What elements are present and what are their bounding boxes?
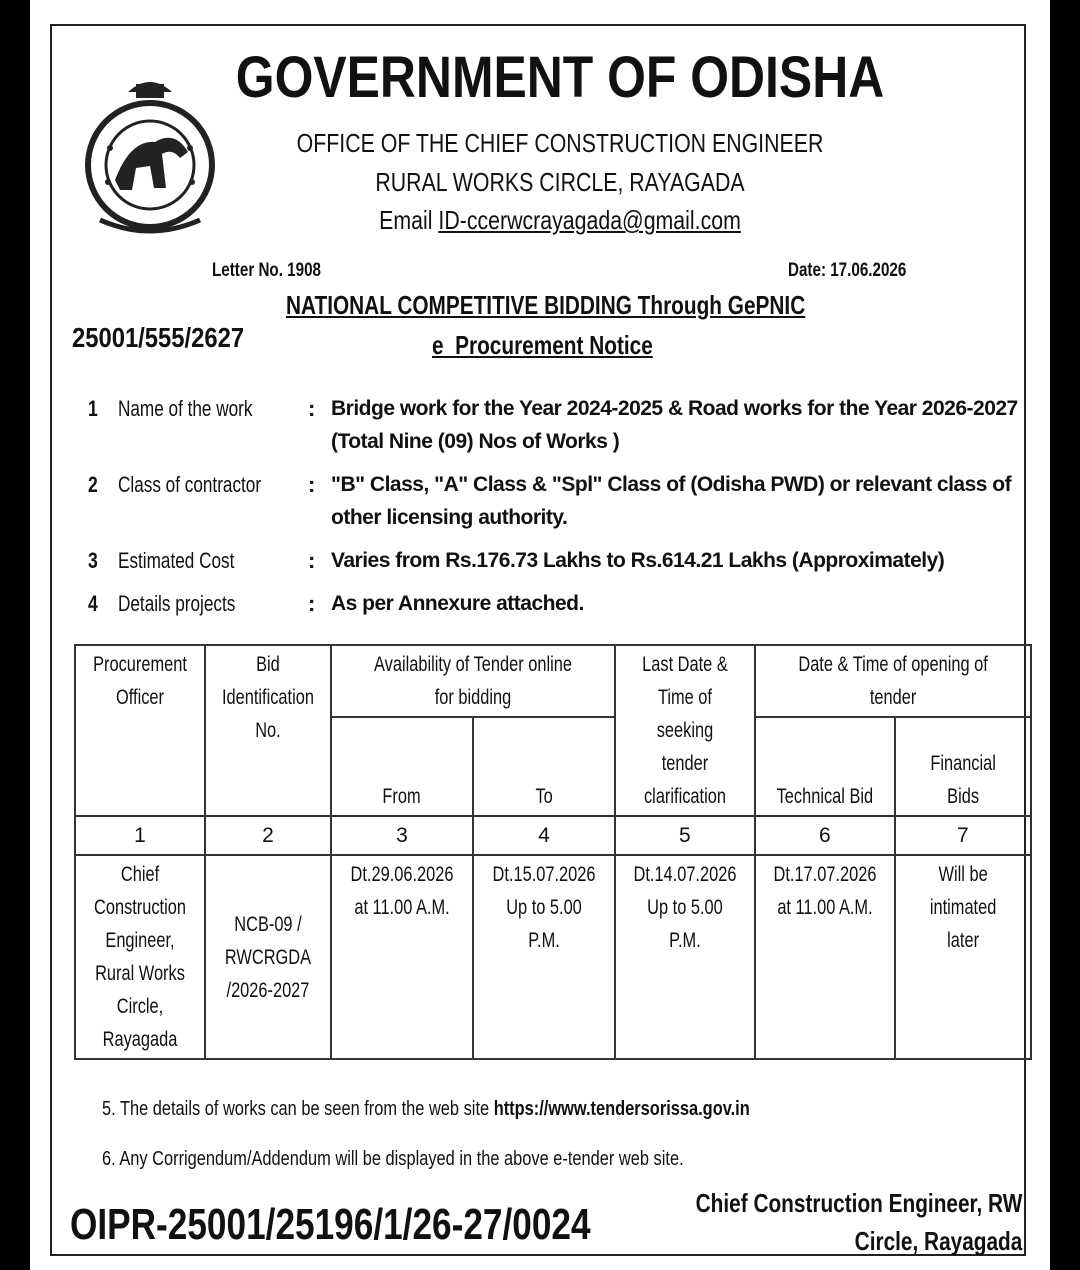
item-value: "B" Class, "A" Class & "Spl" Class of (Odisha PWD) or relevant class of other licensing authority. <box>331 473 1012 529</box>
column-number: 2 <box>205 816 331 855</box>
note-corrigendum: 6. Any Corrigendum/Addendum will be displayed in the above e-tender web site. <box>102 1148 684 1170</box>
email-link[interactable]: ID-ccerwcrayagada@gmail.com <box>438 205 741 235</box>
notice-title: e_Procurement Notice <box>432 330 653 360</box>
notice-page <box>30 0 1050 1270</box>
email-line <box>142 205 978 236</box>
column-number: 1 <box>75 816 205 855</box>
item-label: Class of contractor <box>118 472 262 497</box>
government-title: GOVERNMENT OF ODISHA <box>235 45 885 110</box>
header-from: From <box>331 717 473 816</box>
cell-bid-number: NCB-09 / RWCRGDA /2026-2027 <box>205 855 331 1059</box>
circle-name: RURAL WORKS CIRCLE, RAYAGADA <box>375 167 745 197</box>
header-financial-bids: Financial Bids <box>895 717 1031 816</box>
table-header-row <box>75 645 1031 717</box>
column-number: 7 <box>895 816 1031 855</box>
item-number: 3 <box>88 548 98 573</box>
cell-from: Dt.29.06.2026 at 11.00 A.M. <box>331 855 473 1059</box>
item-number: 1 <box>88 396 98 421</box>
signatory-line: Circle, Rayagada <box>854 1226 1022 1256</box>
item-number: 2 <box>88 472 98 497</box>
header-last-date: Last Date & Time of seeking tender clarification <box>615 645 755 816</box>
list-item <box>88 544 1028 577</box>
signatory-line: Chief Construction Engineer, RW <box>695 1188 1022 1218</box>
item-colon: : <box>308 591 316 616</box>
list-item <box>88 468 1028 534</box>
cell-to: Dt.15.07.2026 Up to 5.00 P.M. <box>473 855 615 1059</box>
email-label: Email <box>379 205 439 235</box>
item-label: Details projects <box>118 591 236 616</box>
item-value: As per Annexure attached. <box>331 592 584 615</box>
letter-date: Date: 17.06.2026 <box>788 260 907 281</box>
oipr-number: OIPR-25001/25196/1/26-27/0024 <box>70 1200 591 1249</box>
cell-financial-bids: Will be intimated later <box>895 855 1031 1059</box>
column-number: 3 <box>331 816 473 855</box>
column-number: 4 <box>473 816 615 855</box>
header-opening: Date & Time of opening of tender <box>755 645 1031 717</box>
item-colon: : <box>308 396 316 421</box>
header-to: To <box>473 717 615 816</box>
cell-officer: Chief Construction Engineer, Rural Works Circle, Rayagada <box>75 855 205 1059</box>
column-number: 5 <box>615 816 755 855</box>
list-item <box>88 392 1028 458</box>
header-procurement-officer: Procurement Officer <box>75 645 205 816</box>
column-number: 6 <box>755 816 895 855</box>
bidding-title: NATIONAL COMPETITIVE BIDDING Through GePNIC <box>286 290 806 320</box>
header-technical-bid: Technical Bid <box>755 717 895 816</box>
item-value: Varies from Rs.176.73 Lakhs to Rs.614.21 Lakhs (Approximately) <box>331 549 945 572</box>
signatory <box>695 1184 1022 1260</box>
work-details-list <box>88 392 1028 630</box>
reference-number: 25001/555/2627 <box>72 322 245 353</box>
item-colon: : <box>308 548 316 573</box>
office-name: OFFICE OF THE CHIEF CONSTRUCTION ENGINEER <box>296 128 824 158</box>
item-label: Estimated Cost <box>118 548 235 573</box>
letter-number: Letter No. 1908 <box>212 260 321 281</box>
cell-last-date: Dt.14.07.2026 Up to 5.00 P.M. <box>615 855 755 1059</box>
website-link[interactable]: https://www.tendersorissa.gov.in <box>493 1098 750 1120</box>
note-website-text: 5. The details of works can be seen from the web site <box>102 1098 490 1120</box>
item-label: Name of the work <box>118 396 253 421</box>
note-website <box>102 1098 750 1121</box>
header-availability: Availability of Tender online for bidding <box>331 645 615 717</box>
list-item <box>88 587 1028 620</box>
item-value: Bridge work for the Year 2024-2025 & Road works for the Year 2026-2027 (Total Nine (09) Nos of Works ) <box>331 397 1018 453</box>
table-number-row <box>75 816 1031 855</box>
cell-technical-bid: Dt.17.07.2026 at 11.00 A.M. <box>755 855 895 1059</box>
item-number: 4 <box>88 591 98 616</box>
tender-schedule-table <box>74 644 1032 1060</box>
item-colon: : <box>308 472 316 497</box>
table-row <box>75 855 1031 1059</box>
header-bid-id: Bid Identification No. <box>205 645 331 816</box>
